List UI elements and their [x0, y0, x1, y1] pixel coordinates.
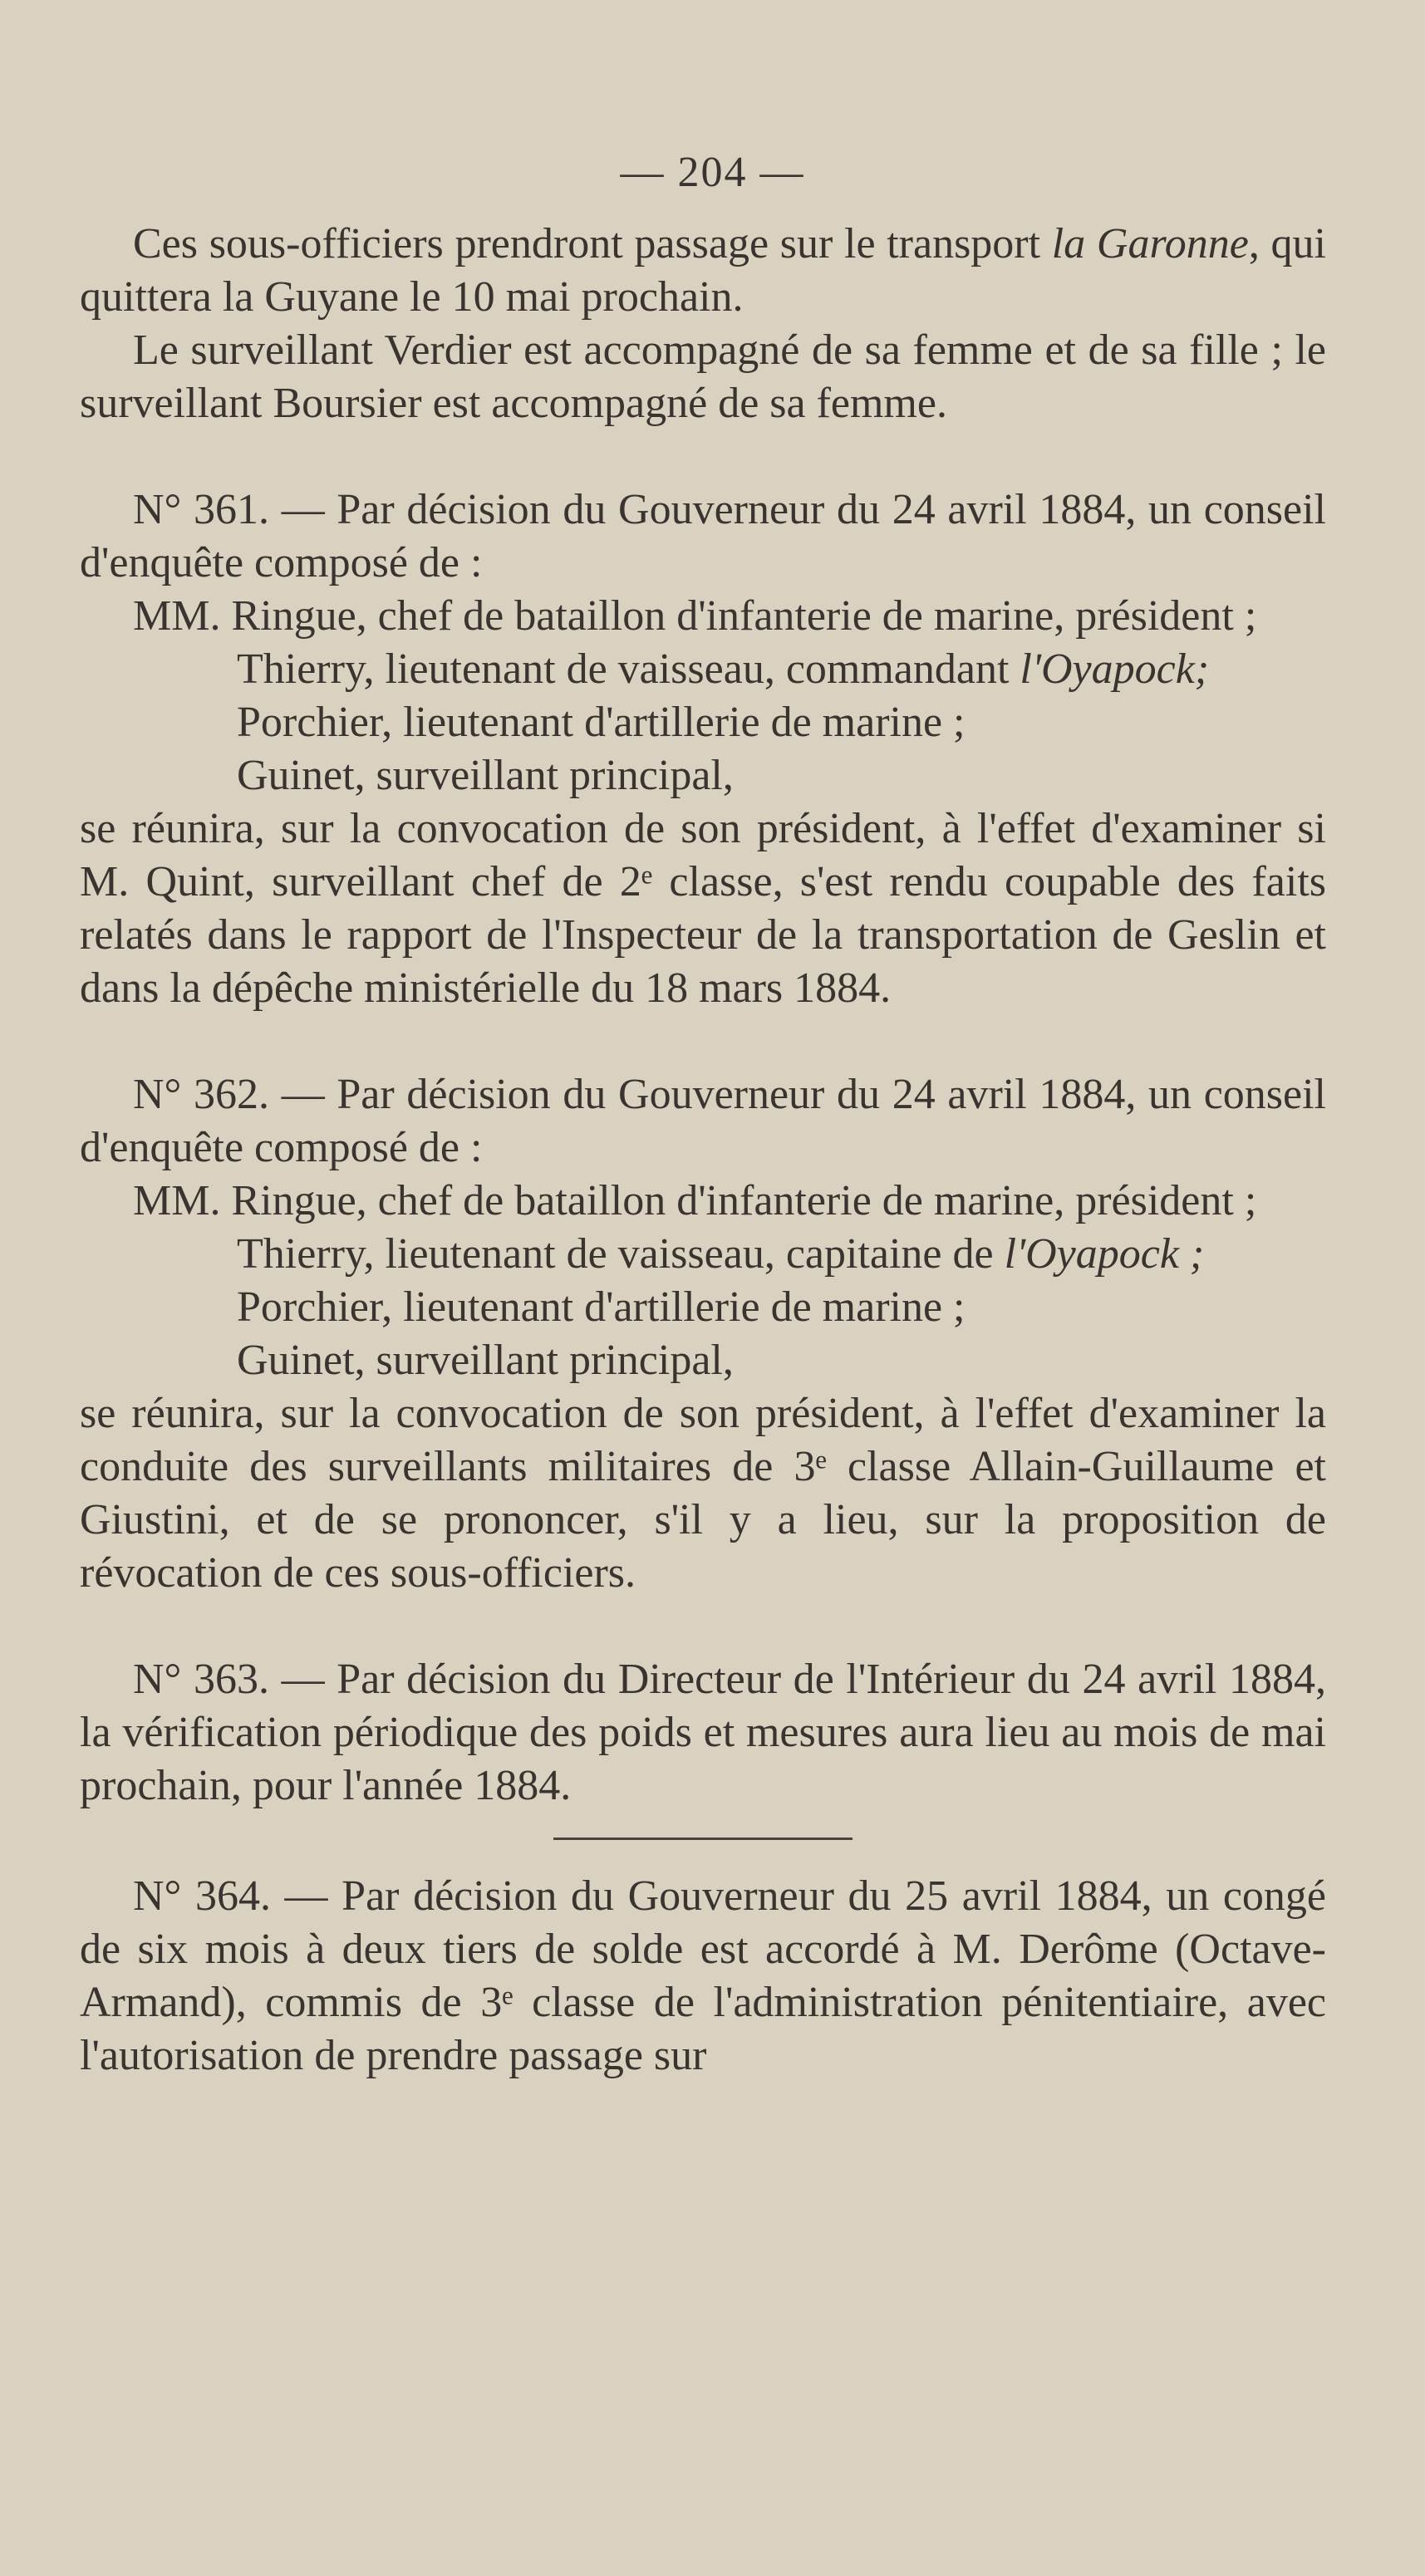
member-porchier: Porchier, lieutenant d'artillerie de marine ;: [237, 1283, 966, 1331]
member-guinet: Guinet, surveillant principal,: [237, 1337, 734, 1384]
paragraph-passage: [80, 218, 1326, 324]
decision-intro: N° 363. — Par décision du Directeur de l'Intérieur du 24 avril 1884, la vérification périodique des poids et mesures aura lieu au mois de mai prochain, pour l'année 1884.: [80, 1656, 1326, 1809]
member-president: MM. Ringue, chef de bataillon d'infanterie de marine, président ;: [133, 1177, 1257, 1224]
member-thierry: Thierry, lieutenant de vaisseau, commandant l'Oyapock;: [237, 645, 1210, 693]
ship-name: l'Oyapock ;: [1004, 1230, 1205, 1278]
decision-364: [80, 1870, 1326, 2083]
decision-363: [80, 1653, 1326, 1813]
decision-body: se réunira, sur la convocation de son président, à l'effet d'examiner si M. Quint, surveillant chef de 2ᵉ classe, s'est rendu coupable des faits relatés dans le rapport de l'Inspecteur de la transportation de Geslin et dans la dépêche ministérielle du 18 mars 1884.: [80, 805, 1326, 1012]
page-number: — 204 —: [620, 149, 805, 196]
member-porchier: Porchier, lieutenant d'artillerie de marine ;: [237, 699, 966, 746]
ship-name: l'Oyapock;: [1020, 645, 1210, 693]
paragraph-families: Le surveillant Verdier est accompagné de sa femme et de sa fille ; le surveillant Boursier est accompagné de sa femme.: [80, 326, 1326, 427]
decision-intro: N° 364. — Par décision du Gouverneur du 25 avril 1884, un congé de six mois à deux tiers de solde est accordé à M. Derôme (Octave-Armand), commis de 3ᵉ classe de l'administration pénitentiaire, avec l'autorisation de prendre passage sur: [80, 1872, 1326, 2079]
decision-361: [80, 483, 1326, 1015]
page-body: [80, 218, 1326, 2083]
council-members: [80, 1175, 1326, 1387]
decision-body: se réunira, sur la convocation de son président, à l'effet d'examiner la conduite des surveillants militaires de 3ᵉ classe Allain-Guillaume et Giustini, et de se prononcer, s'il y a lieu, sur la proposition de révocation de ces sous-officiers.: [80, 1390, 1326, 1597]
ship-name: la Garonne: [1051, 220, 1249, 267]
decision-intro: N° 361. — Par décision du Gouverneur du 24 avril 1884, un conseil d'enquête composé de :: [80, 486, 1326, 586]
member-thierry: Thierry, lieutenant de vaisseau, capitaine de l'Oyapock ;: [237, 1230, 1205, 1278]
member-guinet: Guinet, surveillant principal,: [237, 752, 734, 799]
text-run: Ces sous-officiers prendront passage sur le transport: [133, 220, 1052, 267]
member-president: MM. Ringue, chef de bataillon d'infanterie de marine, président ;: [133, 592, 1257, 640]
section-divider: [553, 1838, 853, 1840]
text-run: , qui quittera la Guyane le 10 mai prochain.: [80, 220, 1327, 321]
decision-intro: N° 362. — Par décision du Gouverneur du 24 avril 1884, un conseil d'enquête composé de :: [80, 1071, 1326, 1171]
decision-362: [80, 1068, 1326, 1600]
council-members: [80, 590, 1326, 802]
